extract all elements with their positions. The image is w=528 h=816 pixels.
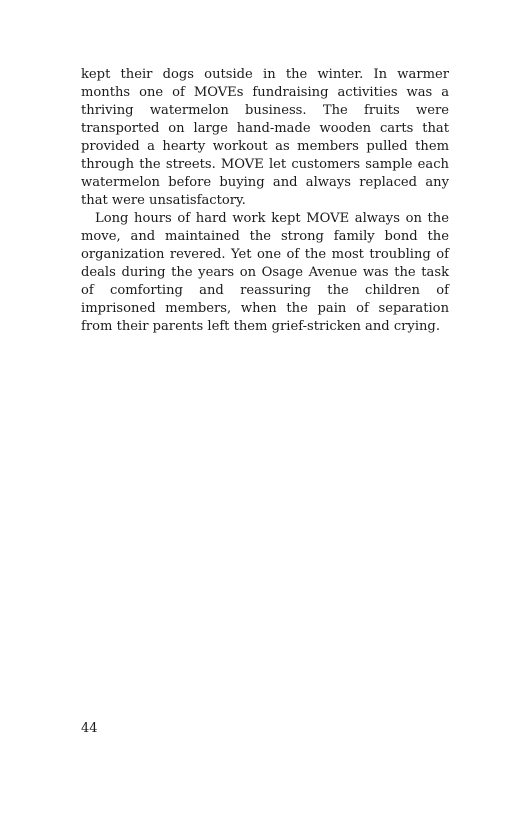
- page-number: 44: [81, 721, 98, 736]
- paragraph-1: kept their dogs outside in the winter. In warmer months one of MOVEs fundraising activities was a thriving watermelon business. The fruits were transported on large hand-made wooden carts that provided a hearty workout as members pulled them through the streets. MOVE let customers sample each watermelon before buying and always replaced any that were unsatisfactory.: [81, 67, 449, 208]
- paragraph-2: Long hours of hard work kept MOVE always on the move, and maintained the strong family bond the organization revered. Yet one of the most troubling of deals during the years on Osage Avenue was the task of comforting and reassuring the children of imprisoned members, when the pain of separation from their parents left them grief-stricken and crying.: [81, 211, 449, 334]
- body-text: [81, 66, 449, 336]
